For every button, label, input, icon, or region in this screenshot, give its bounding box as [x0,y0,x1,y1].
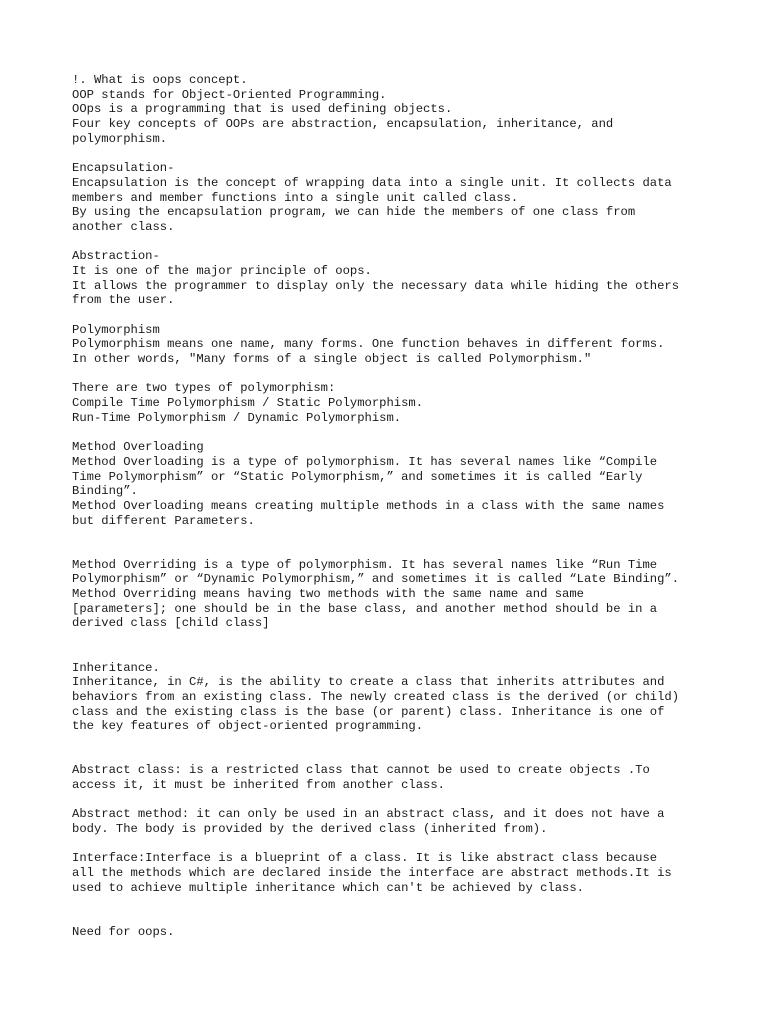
paragraph-line: Interface:Interface is a blueprint of a class. It is like abstract class because [72,851,658,866]
paragraph-line: In other words, "Many forms of a single object is called Polymorphism." [72,352,592,367]
spacer [72,734,732,763]
paragraph-line: but different Parameters. [72,513,255,528]
section-heading: Need for oops. [72,924,175,939]
paragraph-line: body. The body is provided by the derived class (inherited from). [72,822,548,837]
section-method-overloading [72,440,732,528]
paragraph-line: derived class [child class] [72,616,270,631]
paragraph-line: OOps is a programming that is used defining objects. [72,102,453,117]
paragraph-line: By using the encapsulation program, we can hide the members of one class from [72,205,636,220]
paragraph-line: class and the existing class is the base (or parent) class. Inheritance is one of [72,704,665,719]
paragraph-line: Abstract method: it can only be used in an abstract class, and it does not have a [72,807,665,822]
paragraph-line: It allows the programmer to display only the necessary data while hiding the others [72,278,680,293]
section-heading: Polymorphism [72,322,160,337]
spacer [72,146,732,161]
section-heading: Abstraction- [72,249,160,264]
paragraph-line: access it, it must be inherited from another class. [72,778,445,793]
spacer [72,793,732,808]
section-heading: !. What is oops concept. [72,73,248,87]
paragraph-line: Method Overloading is a type of polymorphism. It has several names like “Compile [72,454,658,469]
paragraph-line: Inheritance, in C#, is the ability to create a class that inherits attributes and [72,675,665,690]
paragraph-line: polymorphism. [72,131,168,146]
paragraph-line: Run-Time Polymorphism / Dynamic Polymorphism. [72,410,402,425]
spacer [72,631,732,660]
document-page [72,73,732,940]
paragraph-line: from the user. [72,293,175,308]
section-heading: Encapsulation- [72,161,175,176]
spacer [72,896,732,925]
paragraph-line: behaviors from an existing class. The newly created class is the derived (or child) [72,689,680,704]
paragraph-line: There are two types of polymorphism: [72,381,336,396]
spacer [72,837,732,852]
paragraph-line: Binding”. [72,484,138,499]
spacer [72,528,732,557]
section-oops-concept [72,73,732,146]
paragraph-line: another class. [72,219,175,234]
section-interface [72,851,732,895]
spacer [72,426,732,441]
paragraph-line: Polymorphism” or “Dynamic Polymorphism,” and sometimes it is called “Late Binding”. [72,572,680,587]
paragraph-line: [parameters]; one should be in the base class, and another method should be in a [72,601,658,616]
section-polymorphism-types [72,381,732,425]
paragraph-line: It is one of the major principle of oops. [72,263,372,278]
section-heading: Inheritance. [72,660,160,675]
section-heading: Method Overloading [72,440,204,455]
section-abstract-class [72,763,732,792]
section-need-for-oops [72,925,732,940]
paragraph-line: the key features of object-oriented programming. [72,719,424,734]
paragraph-line: Method Overloading means creating multiple methods in a class with the same names [72,498,665,513]
paragraph-line: Method Overriding is a type of polymorphism. It has several names like “Run Time [72,557,658,572]
paragraph-line: Encapsulation is the concept of wrapping data into a single unit. It collects data [72,175,672,190]
paragraph-line: Polymorphism means one name, many forms. One function behaves in different forms. [72,337,665,352]
paragraph-line: all the methods which are declared inside the interface are abstract methods.It is [72,866,672,881]
spacer [72,235,732,250]
paragraph-line: Compile Time Polymorphism / Static Polymorphism. [72,396,424,411]
paragraph-line: Four key concepts of OOPs are abstraction, encapsulation, inheritance, and [72,117,614,132]
section-encapsulation [72,161,732,234]
spacer [72,308,732,323]
section-polymorphism [72,323,732,367]
section-method-overriding [72,558,732,631]
section-abstraction [72,249,732,308]
section-inheritance [72,661,732,734]
paragraph-line: OOP stands for Object-Oriented Programming. [72,87,387,102]
paragraph-line: Abstract class: is a restricted class that cannot be used to create objects .To [72,763,650,778]
paragraph-line: Method Overriding means having two methods with the same name and same [72,587,584,602]
spacer [72,367,732,382]
paragraph-line: used to achieve multiple inheritance which can't be achieved by class. [72,880,584,895]
paragraph-line: members and member functions into a single unit called class. [72,190,519,205]
paragraph-line: Time Polymorphism” or “Static Polymorphism,” and sometimes it is called “Early [72,469,643,484]
section-abstract-method [72,807,732,836]
